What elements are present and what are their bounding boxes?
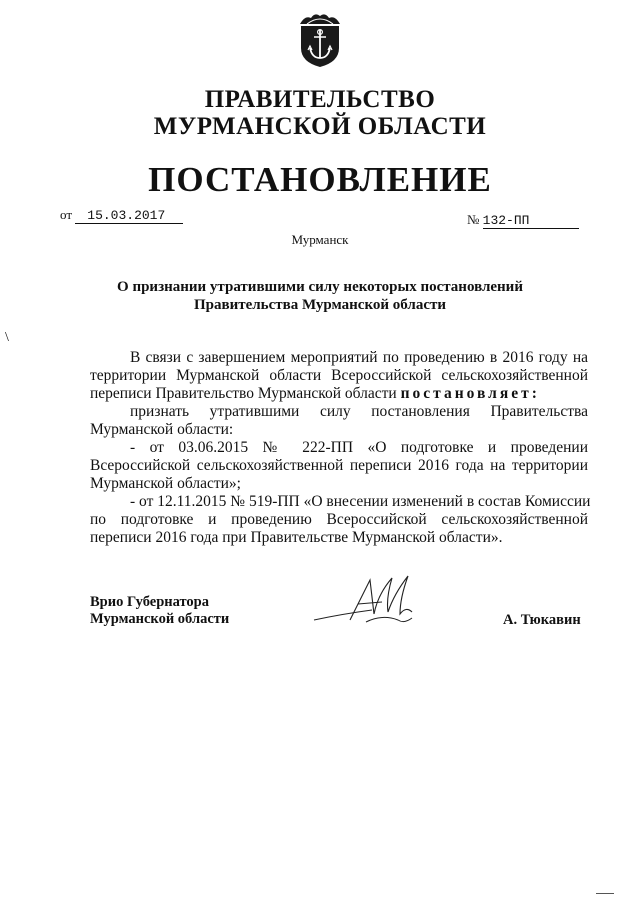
document-type: ПОСТАНОВЛЕНИЕ — [148, 160, 492, 199]
body-line: В связи с завершением мероприятий по проведению в 2016 году на — [130, 349, 588, 366]
number-prefix: № — [467, 212, 480, 227]
document-title-line1: О признании утратившими силу некоторых постановлений — [117, 279, 523, 295]
page-corner-mark — [596, 893, 614, 894]
body-line — [90, 385, 588, 403]
government-title-line1: ПРАВИТЕЛЬСТВО — [204, 86, 436, 113]
coat-of-arms-emblem — [297, 12, 343, 68]
body-line: Всероссийской сельскохозяйственной переписи 2016 года на территории — [90, 457, 588, 474]
body-line: переписи 2016 года при Правительстве Мурманской области». — [90, 529, 503, 546]
document-title-line2: Правительства Мурманской области — [193, 297, 447, 313]
date-value: 15.03.2017 — [75, 209, 183, 224]
signatory-name: А. Тюкавин — [503, 612, 581, 628]
body-line: Мурманской области: — [90, 421, 234, 438]
date-prefix: от — [60, 207, 73, 222]
number-value: 132-ПП — [483, 214, 579, 229]
date-field — [60, 207, 183, 224]
body-line: - от 12.11.2015 № 519-ПП «О внесении изменений в состав Комиссии — [130, 493, 591, 510]
signatory-position-line2: Мурманской области — [90, 611, 230, 627]
signatory-position-line1: Врио Губернатора — [90, 594, 209, 610]
city: Мурманск — [291, 232, 349, 247]
body-line: - от 03.06.2015 № 222-ПП «О подготовке и проведении — [130, 439, 588, 456]
body-line: территории Мурманской области Всероссийской сельскохозяйственной — [90, 367, 588, 384]
number-field — [467, 212, 579, 229]
body-line: признать утратившими силу постановления Правительства — [130, 403, 588, 420]
body-line: Мурманской области»; — [90, 475, 241, 492]
handwritten-signature — [312, 574, 432, 628]
body-line: по подготовке и проведению Всероссийской сельскохозяйственной — [90, 511, 588, 528]
decree-keyword: постановляет: — [400, 385, 540, 402]
body-text: переписи Правительство Мурманской области — [90, 385, 401, 402]
margin-mark: \ — [5, 330, 9, 345]
government-title-line2: МУРМАНСКОЙ ОБЛАСТИ — [153, 113, 487, 140]
